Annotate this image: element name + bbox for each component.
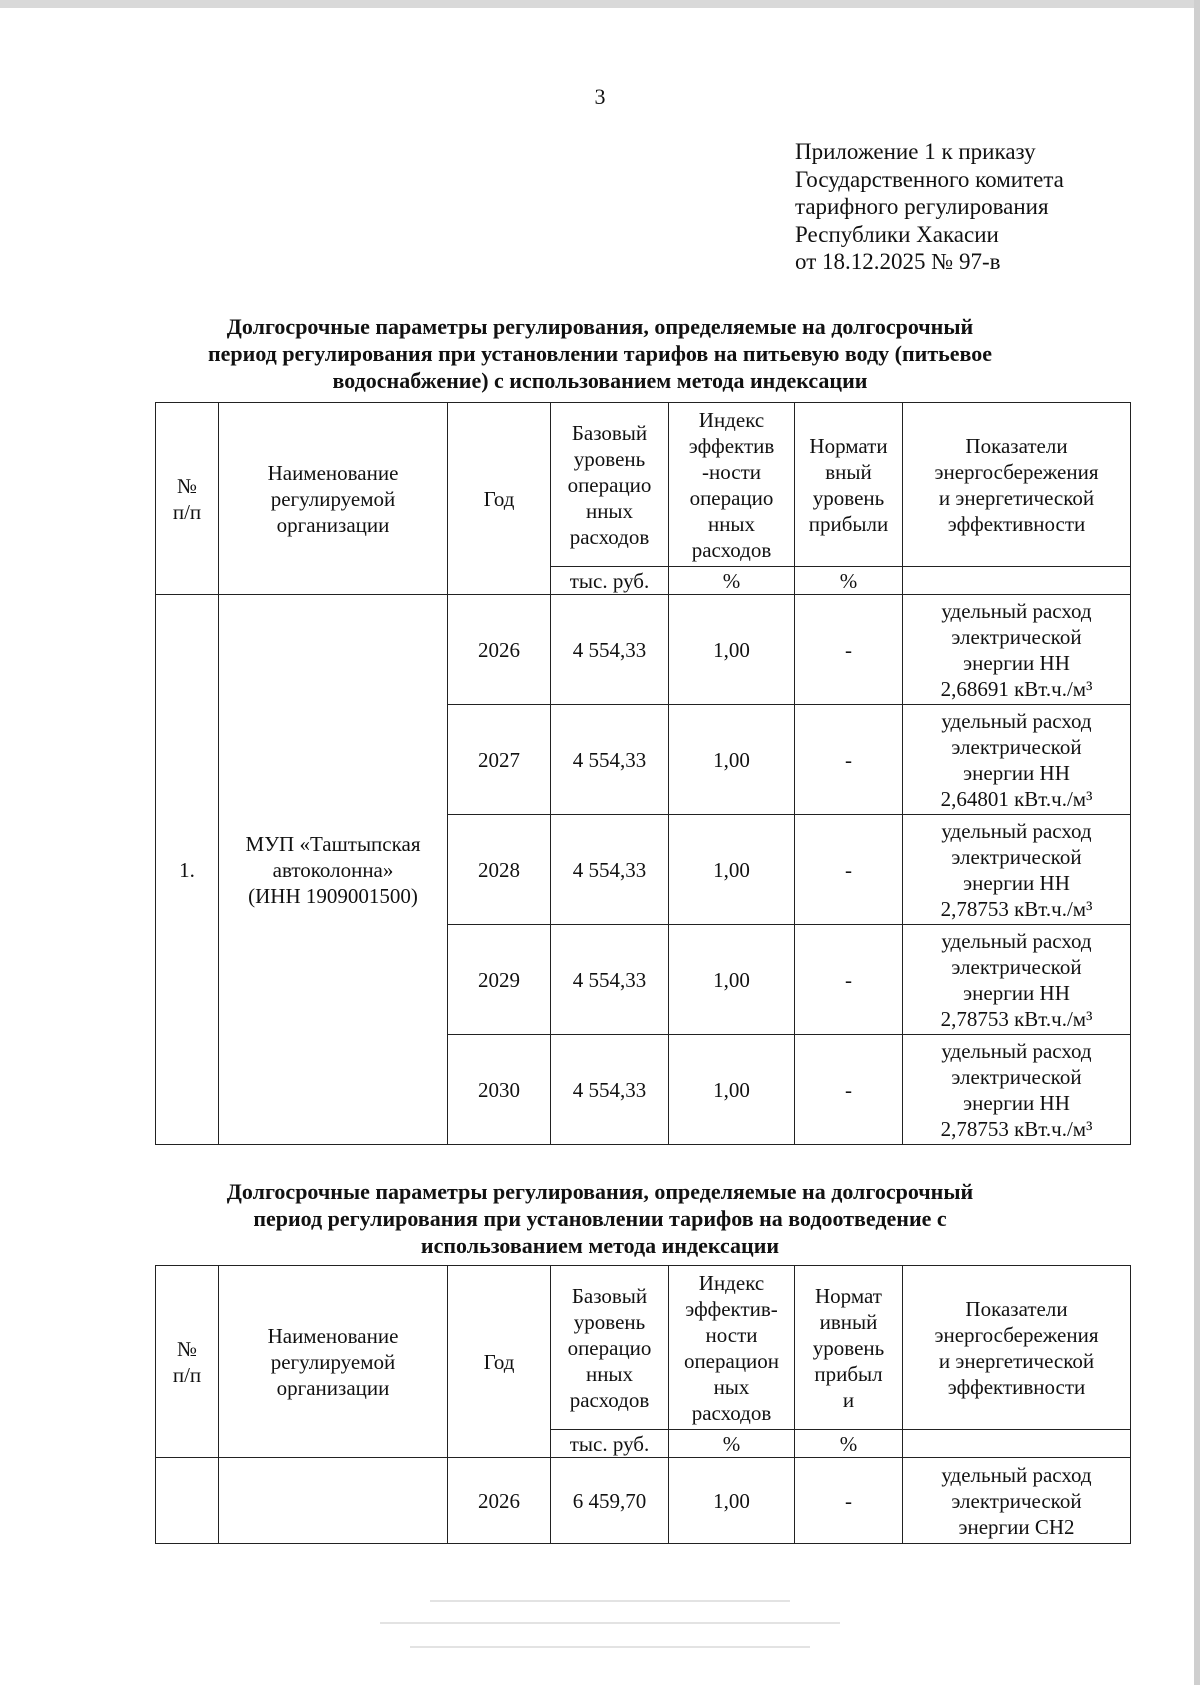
cell-text-line: Индекс [698,407,765,432]
cell-text-line: 2,78753 кВт.ч./м³ [940,1006,1093,1031]
cell-text-line: удельный расход [941,928,1092,953]
cell-text-line: нных [707,511,756,536]
cell-text-line: регулируемой [270,1349,396,1374]
header-year [448,403,551,595]
cell-profit: - [795,705,903,815]
cell-text-line: энергии НН [963,870,1070,895]
header-energy-indicators [903,403,1131,567]
cell-base: 6 459,70 [551,1458,669,1544]
cell-text-line: операцио [689,485,774,510]
cell-text-line: Наименование [267,460,399,485]
cell-text-line: нных [585,1361,634,1386]
cell-base: 4 554,33 [551,1035,669,1145]
header-num [156,403,219,595]
cell-energy [903,1035,1131,1145]
water-section-title [120,313,1080,394]
cell-base: 4 554,33 [551,595,669,705]
header-base-costs [551,403,669,567]
cell-text-line: уровень [573,446,646,471]
cell-text-line: электрической [951,1064,1082,1089]
cell-text-line: уровень [812,1335,885,1360]
cell-text-line: (ИНН 1909001500) [248,883,418,908]
cell-text-line: энергии НН [963,1090,1070,1115]
cell-text-line: 2,68691 кВт.ч./м³ [940,676,1093,701]
cell-year: 2026 [448,595,551,705]
cell-text-line: прибыл [814,1361,883,1386]
sewer-section-title [120,1178,1080,1259]
header-efficiency-index [669,403,795,567]
cell-text-line: уровень [812,485,885,510]
cell-profit: - [795,1035,903,1145]
header-profit-level [795,1266,903,1430]
table-row [156,595,1131,705]
cell-text-line: электрической [951,954,1082,979]
cell-text-line: 2,64801 кВт.ч./м³ [940,786,1093,811]
cell-base: 4 554,33 [551,705,669,815]
cell-text-line: операцио [567,472,652,497]
cell-text-line: расходов [691,1400,772,1425]
cell-text-line: удельный расход [941,818,1092,843]
water-params-table [155,402,1131,1145]
cell-text-line: и [842,1387,855,1412]
unit-index: % [669,567,795,595]
unit-profit: % [795,1430,903,1458]
header-num [156,1266,219,1458]
cell-text-line: энергии НН [963,980,1070,1005]
cell-text-line: -ности [702,459,761,484]
cell-text-line: и энергетической [938,485,1095,510]
unit-base: тыс. руб. [551,567,669,595]
cell-text-line: Показатели [965,1296,1068,1321]
cell-text-line: МУП «Таштыпская [245,831,421,856]
cell-energy [903,925,1131,1035]
cell-profit: - [795,925,903,1035]
title-line: Долгосрочные параметры регулирования, определяемые на долгосрочный [226,1179,974,1204]
cell-text-line: ности [705,1322,758,1347]
org-number: 1. [156,595,219,1145]
cell-text-line: удельный расход [941,598,1092,623]
unit-index: % [669,1430,795,1458]
cell-text-line: вный [825,459,872,484]
appendix-line: Республики Хакасии [795,221,999,247]
cell-text-line: ных [713,1374,750,1399]
cell-index: 1,00 [669,815,795,925]
header-year [448,1266,551,1458]
cell-text-line: энергосбережения [934,459,1099,484]
org-number [156,1458,219,1544]
title-line: период регулирования при установлении тарифов на питьевую воду (питьевое [207,341,993,366]
header-row [156,1266,1131,1430]
cell-text-line: удельный расход [941,1038,1092,1063]
cell-year: 2026 [448,1458,551,1544]
cell-text-line: автоколонна» [272,857,394,882]
cell-text-line: эффективности [947,1374,1086,1399]
header-base-costs [551,1266,669,1430]
cell-text-line: Показатели [965,433,1068,458]
cell-text-line: расходов [569,1387,650,1412]
appendix-line: от 18.12.2025 № 97-в [795,249,1001,274]
cell-text-line: 2,78753 кВт.ч./м³ [940,1116,1093,1141]
cell-text-line: удельный расход [941,708,1092,733]
cell-text-line: Базовый [571,420,648,445]
cell-text-line: операцион [683,1348,780,1373]
scan-border-top [0,0,1200,8]
scan-border-right [1194,0,1200,1685]
header-org [219,403,448,595]
cell-energy [903,595,1131,705]
title-line: Долгосрочные параметры регулирования, определяемые на долгосрочный [226,314,974,339]
org-name [219,1458,448,1544]
page-number: 3 [594,84,606,109]
cell-text-line: 2,78753 кВт.ч./м³ [940,896,1093,921]
cell-text-line: организации [276,1375,390,1400]
cell-text-line: энергосбережения [934,1322,1099,1347]
cell-text-line: № [176,1336,198,1361]
sewer-params-table [155,1265,1131,1544]
cell-text-line: операцио [567,1335,652,1360]
appendix-line: Приложение 1 к приказу [795,139,1036,164]
title-line: водоснабжение) с использованием метода индексации [332,368,868,393]
cell-text-line: электрической [951,734,1082,759]
cell-year: 2028 [448,815,551,925]
header-energy-indicators [903,1266,1131,1430]
cell-index: 1,00 [669,595,795,705]
unit-energy [903,1430,1131,1458]
cell-text-line: Год [483,1349,515,1374]
cell-text-line: электрической [951,1488,1082,1513]
cell-energy [903,1458,1131,1544]
header-efficiency-index [669,1266,795,1430]
cell-text-line: Наименование [267,1323,399,1348]
cell-text-line: энергии НН [963,650,1070,675]
cell-text-line: и энергетической [938,1348,1095,1373]
header-profit-level [795,403,903,567]
cell-text-line: ивный [819,1309,878,1334]
cell-text-line: п/п [172,1362,202,1387]
cell-year: 2027 [448,705,551,815]
cell-text-line: Нормати [809,433,888,458]
cell-text-line: нных [585,498,634,523]
cell-text-line: электрической [951,624,1082,649]
cell-text-line: эффектив [688,433,775,458]
cell-index: 1,00 [669,705,795,815]
cell-text-line: удельный расход [941,1462,1092,1487]
appendix-reference [795,138,1064,276]
cell-index: 1,00 [669,1035,795,1145]
appendix-line: Государственного комитета [795,166,1064,192]
unit-energy [903,567,1131,595]
cell-text-line: п/п [172,499,202,524]
cell-text-line: Год [483,486,515,511]
title-line: период регулирования при установлении тарифов на водоотведение с [253,1206,947,1231]
cell-text-line: расходов [691,537,772,562]
org-name [219,595,448,1145]
cell-profit: - [795,815,903,925]
cell-energy [903,705,1131,815]
cell-text-line: № [176,473,198,498]
cell-text-line: расходов [569,524,650,549]
cell-energy [903,815,1131,925]
cell-text-line: прибыли [808,511,889,536]
cell-base: 4 554,33 [551,925,669,1035]
cell-profit: - [795,1458,903,1544]
cell-text-line: Базовый [571,1283,648,1308]
cell-text-line: регулируемой [270,486,396,511]
cell-text-line: уровень [573,1309,646,1334]
header-row [156,403,1131,567]
cell-text-line: эффектив- [685,1296,778,1321]
unit-base: тыс. руб. [551,1430,669,1458]
cell-index: 1,00 [669,925,795,1035]
title-line: использованием метода индексации [420,1233,780,1258]
cell-text-line: энергии НН [963,760,1070,785]
cell-profit: - [795,595,903,705]
cell-base: 4 554,33 [551,815,669,925]
table-row [156,1458,1131,1544]
cell-text-line: организации [276,512,390,537]
cell-text-line: Нормат [815,1283,882,1308]
cell-text-line: энергии СН2 [958,1514,1075,1539]
unit-profit: % [795,567,903,595]
cell-year: 2030 [448,1035,551,1145]
bleed-through-noise [0,1590,1200,1670]
cell-text-line: электрической [951,844,1082,869]
appendix-line: тарифного регулирования [795,194,1049,219]
header-org [219,1266,448,1458]
cell-text-line: Индекс [698,1270,765,1295]
cell-index: 1,00 [669,1458,795,1544]
cell-year: 2029 [448,925,551,1035]
cell-text-line: эффективности [947,511,1086,536]
